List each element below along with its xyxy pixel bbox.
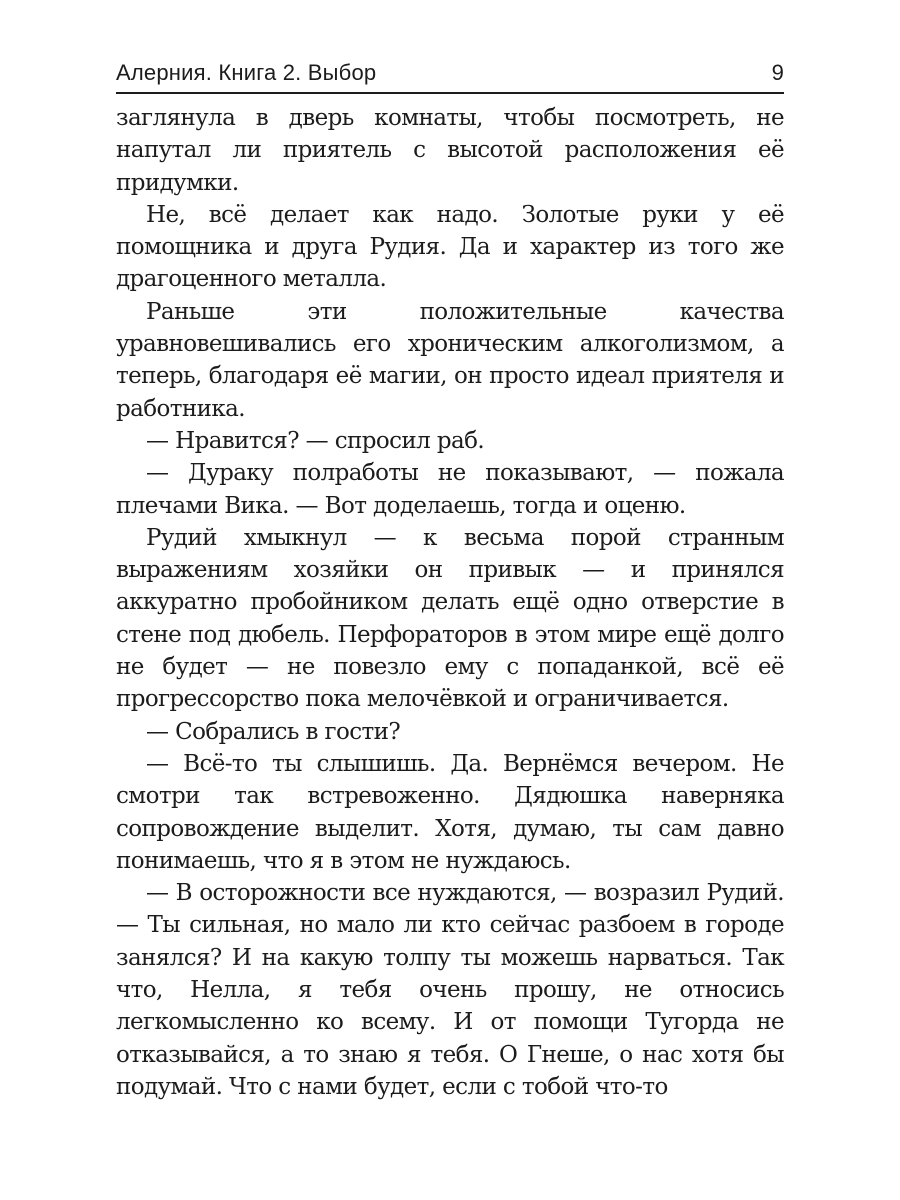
paragraph: — Всё-то ты слышишь. Да. Вернёмся вечером. Не смотри так встревоженно. Дядюшка наверняка сопровождение выделит. Хотя, думаю, ты сам давно понимаешь, что я в этом не нуждаюсь. <box>116 750 784 874</box>
page-number: 9 <box>771 60 784 85</box>
body-text <box>116 102 784 1103</box>
running-head <box>116 58 784 94</box>
paragraph: Не, всё делает как надо. Золотые руки у её помощника и друга Рудия. Да и характер из того же драгоценного металла. <box>116 201 784 293</box>
book-page <box>116 58 784 1103</box>
paragraph: — В осторожности все нуждаются, — возразил Рудий. — Ты сильная, но мало ли кто сейчас разбоем в городе занялся? И на какую толпу ты можешь нарваться. Так что, Нелла, я тебя очень прошу, не относись легкомысленно ко всему. И от помощи Тугорда не отказывайся, а то знаю я тебя. О Гнеше, о нас хотя бы подумай. Что с нами будет, если с тобой что-то <box>116 880 784 1100</box>
paragraph: — Нравится? — спросил раб. <box>146 427 485 454</box>
book-title: Алерния. Книга 2. Выбор <box>116 60 377 85</box>
paragraph: — Дураку полработы не показывают, — пожала плечами Вика. — Вот доделаешь, тогда и оценю. <box>116 460 784 519</box>
paragraph: Раньше эти положительные качества уравновешивались его хроническим алкоголизмом, а теперь, благодаря её магии, он просто идеал приятеля и работника. <box>116 298 784 422</box>
paragraph: заглянула в дверь комнаты, чтобы посмотреть, не напутал ли приятель с высотой расположения её придумки. <box>116 105 784 196</box>
paragraph: Рудий хмыкнул — к весьма порой странным выражениям хозяйки он привык — и принялся аккуратно пробойником делать ещё одно отверстие в стене под дюбель. Перфораторов в этом мире ещё долго не будет — не повезло ему с попаданкой, всё её прогрессорство пока мелочёвкой и ограничивается. <box>116 524 784 713</box>
paragraph: — Собрались в гости? <box>146 718 401 745</box>
